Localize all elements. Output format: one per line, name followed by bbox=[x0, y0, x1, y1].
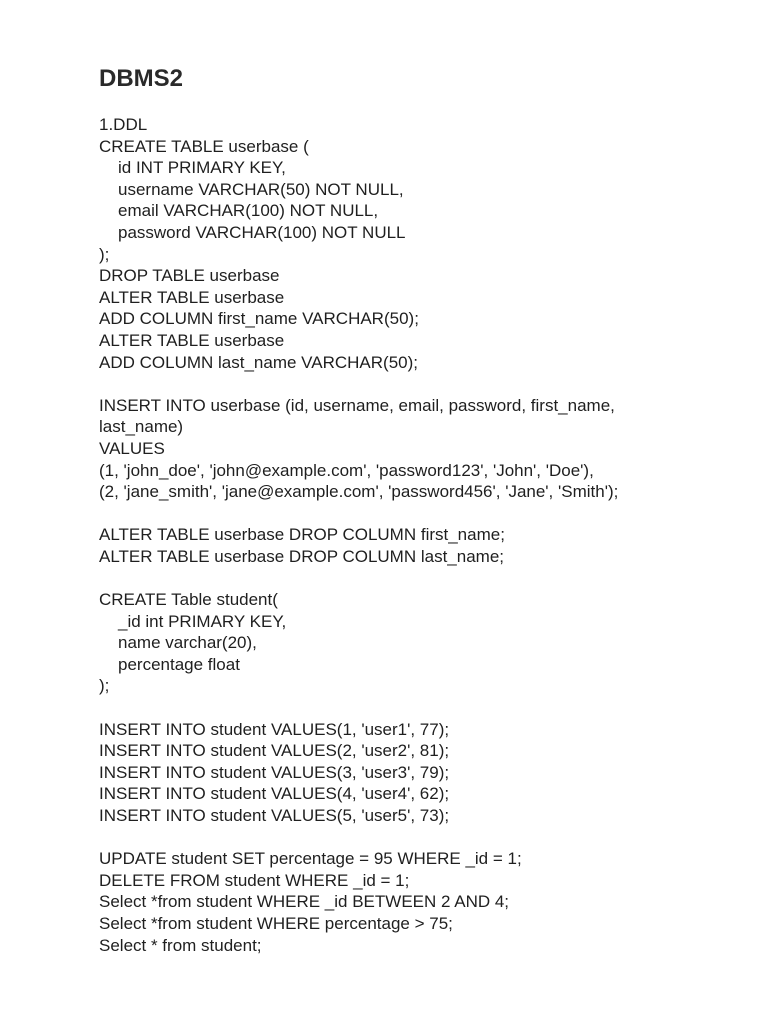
text-line: CREATE TABLE userbase ( bbox=[99, 136, 309, 156]
text-line: ALTER TABLE userbase DROP COLUMN last_name; bbox=[99, 546, 505, 566]
text-line: ); bbox=[99, 676, 110, 696]
text-line: last_name) bbox=[99, 417, 184, 437]
text-line: _id int PRIMARY KEY, bbox=[118, 611, 287, 631]
text-line: Select *from student WHERE _id BETWEEN 2 AND 4; bbox=[99, 892, 510, 912]
text-line: (1, 'john_doe', 'john@example.com', 'password123', 'John', 'Doe'), bbox=[99, 460, 594, 480]
text-line: Select * from student; bbox=[99, 935, 262, 955]
text-line: ADD COLUMN first_name VARCHAR(50); bbox=[99, 309, 419, 329]
blank-line bbox=[99, 697, 739, 719]
text-line: Select *from student WHERE percentage > 75; bbox=[99, 913, 453, 933]
text-line: 1.DDL bbox=[99, 115, 148, 134]
text-line: ADD COLUMN last_name VARCHAR(50); bbox=[99, 352, 418, 372]
text-line: INSERT INTO student VALUES(1, 'user1', 77); bbox=[99, 719, 450, 739]
text-line: DELETE FROM student WHERE _id = 1; bbox=[99, 870, 410, 890]
text-line: (2, 'jane_smith', 'jane@example.com', 'password456', 'Jane', 'Smith'); bbox=[99, 482, 619, 502]
text-line: INSERT INTO student VALUES(3, 'user3', 79); bbox=[99, 762, 450, 782]
blank-line bbox=[99, 373, 739, 395]
text-line: INSERT INTO userbase (id, username, email, password, first_name, bbox=[99, 395, 615, 415]
text-line: percentage float bbox=[118, 654, 240, 674]
blank-line bbox=[99, 567, 739, 589]
text-line: username VARCHAR(50) NOT NULL, bbox=[118, 179, 404, 199]
text-line: ALTER TABLE userbase bbox=[99, 330, 285, 350]
text-line: ALTER TABLE userbase DROP COLUMN first_name; bbox=[99, 525, 505, 545]
text-line: VALUES bbox=[99, 438, 165, 458]
text-line: email VARCHAR(100) NOT NULL, bbox=[118, 201, 379, 221]
text-line: DROP TABLE userbase bbox=[99, 266, 280, 286]
blank-line bbox=[99, 827, 739, 849]
text-line: ); bbox=[99, 244, 110, 264]
text-line: ALTER TABLE userbase bbox=[99, 287, 285, 307]
document-title: DBMS2 bbox=[99, 65, 184, 92]
text-line: CREATE Table student( bbox=[99, 590, 278, 610]
blank-line bbox=[99, 503, 739, 525]
text-line: id INT PRIMARY KEY, bbox=[118, 158, 286, 178]
document-body bbox=[99, 114, 739, 956]
text-line: name varchar(20), bbox=[118, 633, 257, 653]
text-line: INSERT INTO student VALUES(5, 'user5', 73); bbox=[99, 806, 450, 825]
text-line: password VARCHAR(100) NOT NULL bbox=[118, 222, 406, 242]
text-line: INSERT INTO student VALUES(4, 'user4', 62); bbox=[99, 784, 450, 804]
text-line: INSERT INTO student VALUES(2, 'user2', 81); bbox=[99, 741, 450, 761]
document-page bbox=[99, 62, 739, 956]
text-line: UPDATE student SET percentage = 95 WHERE _id = 1; bbox=[99, 849, 522, 869]
